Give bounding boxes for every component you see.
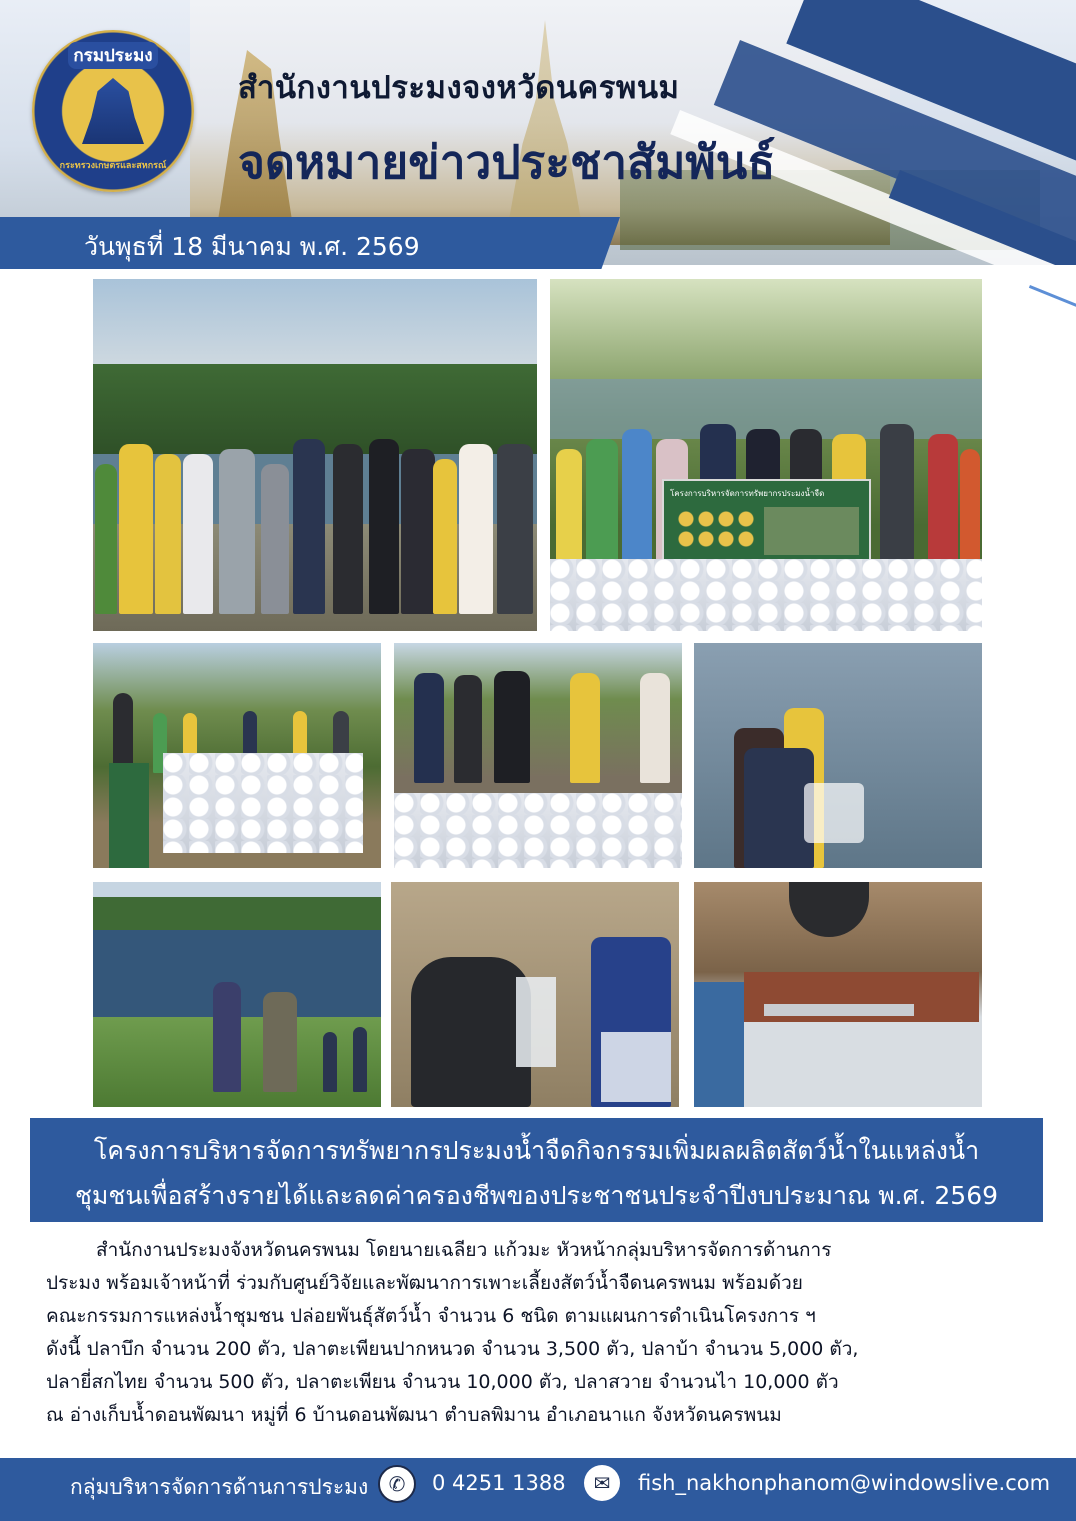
footer-group-name: กลุ่มบริหารจัดการด้านการประมง — [70, 1475, 369, 1499]
logo-emblem — [82, 78, 144, 144]
body-line: ณ อ่างเก็บน้ำดอนพัฒนา หมู่ที่ 6 บ้านดอนพัฒนา ตำบลพิมาน อำเภอนาแก จังหวัดนครพนม — [46, 1404, 782, 1426]
photo-officials-with-bags — [394, 643, 682, 868]
logo-top-text: กรมประมง — [68, 42, 158, 69]
office-name: สำนักงานประมงจงหวัดนครพนม — [238, 70, 680, 106]
logo-bottom-text: กระทรวงเกษตรและสหกรณ์ — [59, 161, 167, 171]
body-line: สำนักงานประมงจังหวัดนครพนม โดยนายเฉลียว แก้วมะ หัวหน้ากลุ่มบริหารจัดการด้านการ — [96, 1239, 832, 1261]
newsletter-title: จดหมายข่าวประชาสัมพันธ์ — [238, 135, 776, 189]
photo-group-with-banner — [550, 279, 982, 631]
photo-releasing-fish — [694, 643, 982, 868]
mail-icon: ✉ — [584, 1465, 620, 1501]
decor-line — [1029, 285, 1076, 310]
issue-date: วันพุธที่ 18 มีนาคม พ.ศ. 2569 — [84, 232, 420, 261]
banner-caption: โครงการบริหารจัดการทรัพยากรประมงน้ำจืด — [670, 489, 825, 498]
body-line: คณะกรรมการแหล่งน้ำชุมชน ปล่อยพันธุ์สัตว์น้ำ จำนวน 6 ชนิด ตามแผนการดำเนินโครงการ ฯ — [46, 1305, 816, 1327]
department-of-fisheries-logo — [32, 30, 194, 192]
phone-icon: ✆ — [378, 1465, 416, 1503]
photo-fish-bags-on-ground — [93, 643, 381, 868]
footer-phone[interactable]: 0 4251 1388 — [432, 1471, 566, 1495]
photo-measuring-fish — [694, 882, 982, 1107]
body-line: ดังนี้ ปลาบึก จำนวน 200 ตัว, ปลาตะเพียนปากหนวด จำนวน 3,500 ตัว, ปลาบ้า จำนวน 5,000 ตัว, — [46, 1338, 859, 1360]
body-line: ปลายี่สกไทย จำนวน 500 ตัว, ปลาตะเพียน จำนวน 10,000 ตัว, ปลาสวาย จำนวนไา 10,000 ตัว — [46, 1371, 839, 1393]
photo-group-at-reservoir — [93, 279, 537, 631]
body-line: ประมง พร้อมเจ้าหน้าที่ ร่วมกับศูนย์วิจัยและพัฒนาการเพาะเลี้ยงสัตว์น้ำจืดนครพนม พร้อมด้วย — [46, 1272, 803, 1294]
footer-email[interactable]: fish_nakhonphanom@windowslive.com — [638, 1471, 1051, 1495]
article-body — [46, 1234, 1036, 1432]
photo-checking-fish-samples — [391, 882, 679, 1107]
headline-line-1: โครงการบริหารจัดการทรัพยากรประมงน้ำจืดกิจกรรมเพิ่มผลผลิตสัตว์น้ำในแหล่งน้ำ — [93, 1136, 980, 1165]
headline-line-2: ชุมชนเพื่อสร้างรายได้และลดค่าครองชีพของประชาชนประจำปีงบประมาณ พ.ศ. 2569 — [74, 1181, 999, 1210]
photo-reservoir-shore — [93, 882, 381, 1107]
project-vinyl-banner — [662, 479, 871, 568]
